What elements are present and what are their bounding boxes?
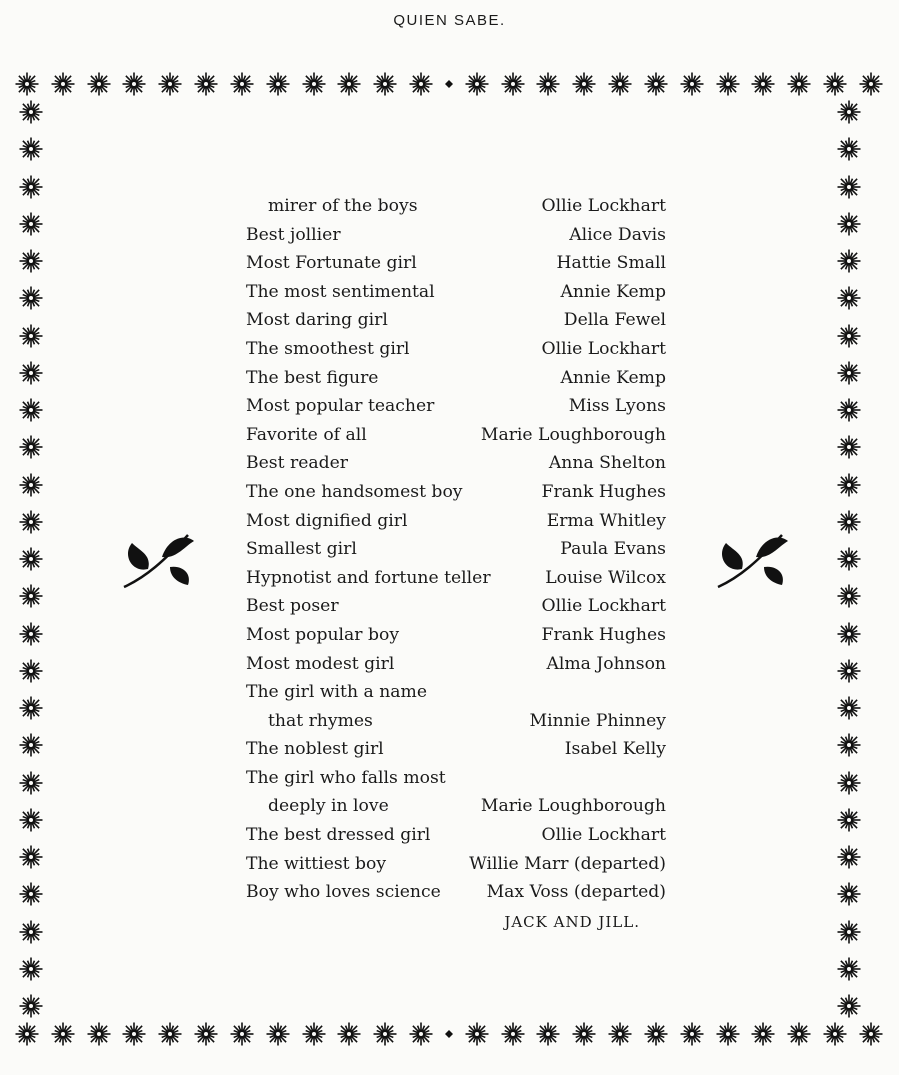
starburst-icon [751,72,775,96]
category-label: Best poser [246,596,339,617]
starburst-icon [373,1022,397,1046]
starburst-icon [837,547,861,571]
starburst-icon [608,1022,632,1046]
list-item [246,449,666,478]
starburst-icon [837,845,861,869]
winner-name: Alice Davis [569,224,666,245]
starburst-icon [51,72,75,96]
winner-name: Frank Hughes [541,624,666,645]
starburst-icon [837,398,861,422]
list-item [246,478,666,507]
starburst-icon [19,249,43,273]
starburst-icon [716,72,740,96]
category-label: The noblest girl [246,739,384,760]
starburst-icon [230,72,254,96]
category-label: Favorite of all [246,424,367,445]
winner-name: Paula Evans [560,539,666,560]
category-label: The girl who falls most [246,767,446,788]
list-item [246,392,666,421]
winner-name: Marie Loughborough [480,796,666,817]
winner-name: Miss Lyons [568,396,666,417]
category-label: Hypnotist and fortune teller [246,567,491,588]
starburst-icon [823,1022,847,1046]
starburst-icon [409,1022,433,1046]
list-item [246,764,666,793]
list-item [246,878,666,907]
starburst-icon [837,733,861,757]
winner-name: Annie Kemp [560,367,666,388]
category-label: Boy who loves science [246,882,441,903]
diamond-icon [445,80,453,88]
starburst-icon [194,1022,218,1046]
starburst-icon [19,286,43,310]
starburst-icon [608,72,632,96]
signature: JACK AND JILL. [504,912,640,931]
border-left [15,100,47,1018]
list-item [246,735,666,764]
starburst-icon [837,324,861,348]
winner-name: Ollie Lockhart [541,196,666,216]
starburst-icon [572,1022,596,1046]
winner-name: Frank Hughes [541,481,666,502]
winner-name: Louise Wilcox [545,567,666,588]
starburst-icon [158,1022,182,1046]
page-header: QUIEN SABE. [393,12,506,29]
winner-name: Anna Shelton [548,453,666,474]
starburst-icon [373,72,397,96]
starburst-icon [302,1022,326,1046]
winner-name: Erma Whitley [546,510,666,531]
superlatives-list [246,192,666,937]
diamond-icon [445,1030,453,1038]
starburst-icon [837,137,861,161]
starburst-icon [19,696,43,720]
category-label: Most dignified girl [246,510,408,531]
border-top [15,68,883,100]
winner-name: Minnie Phinney [529,710,666,731]
starburst-icon [837,808,861,832]
category-label: mirer of the boys [268,196,418,216]
category-label: Smallest girl [246,539,357,560]
starburst-icon [837,771,861,795]
starburst-icon [266,1022,290,1046]
starburst-icon [19,212,43,236]
starburst-icon [501,72,525,96]
starburst-icon [15,72,39,96]
category-label: The wittiest boy [246,853,387,874]
starburst-icon [19,510,43,534]
starburst-icon [751,1022,775,1046]
starburst-icon [837,882,861,906]
border-bottom [15,1018,883,1050]
starburst-icon [837,473,861,497]
winner-name: Marie Loughborough [480,424,666,445]
starburst-icon [837,435,861,459]
starburst-icon [644,72,668,96]
winner-name: Ollie Lockhart [541,338,666,359]
category-label: Most popular boy [246,624,400,645]
starburst-icon [194,72,218,96]
starburst-icon [837,659,861,683]
starburst-icon [122,72,146,96]
starburst-icon [19,361,43,385]
starburst-icon [859,1022,883,1046]
winner-name: Hattie Small [556,253,666,274]
list-item [246,364,666,393]
starburst-icon [87,72,111,96]
category-label: The best figure [246,367,379,388]
winner-name: Alma Johnson [546,653,666,674]
list-item [246,192,666,221]
starburst-icon [19,622,43,646]
list-item [246,278,666,307]
starburst-icon [19,957,43,981]
starburst-icon [465,1022,489,1046]
starburst-icon [337,72,361,96]
starburst-icon [837,957,861,981]
winner-name: Isabel Kelly [564,739,666,760]
category-label: The one handsomest boy [246,481,463,502]
leaf-fleuron-icon [712,525,792,595]
list-item [246,592,666,621]
starburst-icon [19,398,43,422]
list-item [246,306,666,335]
list-item [246,678,666,707]
winner-name: Ollie Lockhart [541,825,666,846]
starburst-icon [465,72,489,96]
starburst-icon [19,473,43,497]
starburst-icon [409,72,433,96]
category-label: Most modest girl [246,653,395,674]
starburst-icon [837,510,861,534]
starburst-icon [716,1022,740,1046]
list-item [246,421,666,450]
starburst-icon [302,72,326,96]
starburst-icon [787,72,811,96]
category-label: The most sentimental [246,281,435,302]
starburst-icon [19,920,43,944]
starburst-icon [837,286,861,310]
list-item [246,821,666,850]
starburst-icon [266,72,290,96]
starburst-icon [837,100,861,124]
starburst-icon [19,733,43,757]
list-item [246,792,666,821]
starburst-icon [19,808,43,832]
list-item [246,564,666,593]
border-right [833,100,865,1018]
list-item [246,507,666,536]
starburst-icon [87,1022,111,1046]
category-label: deeply in love [268,796,389,817]
starburst-icon [19,659,43,683]
starburst-icon [837,584,861,608]
list-item [246,335,666,364]
starburst-icon [787,1022,811,1046]
list-item [246,707,666,736]
starburst-icon [536,72,560,96]
category-label: The smoothest girl [246,338,410,359]
starburst-icon [122,1022,146,1046]
list-item [246,535,666,564]
leaf-fleuron-icon [118,525,198,595]
starburst-icon [859,72,883,96]
starburst-icon [158,72,182,96]
category-label: Best reader [246,453,349,474]
starburst-icon [19,100,43,124]
starburst-icon [19,435,43,459]
starburst-icon [19,994,43,1018]
starburst-icon [837,994,861,1018]
starburst-icon [15,1022,39,1046]
starburst-icon [19,324,43,348]
starburst-icon [680,1022,704,1046]
list-item [246,850,666,879]
category-label: The best dressed girl [246,825,431,846]
starburst-icon [19,175,43,199]
starburst-icon [837,249,861,273]
winner-name: Willie Marr (departed) [469,853,666,874]
starburst-icon [19,547,43,571]
starburst-icon [572,72,596,96]
starburst-icon [837,920,861,944]
starburst-icon [501,1022,525,1046]
starburst-icon [837,696,861,720]
list-item [246,621,666,650]
starburst-icon [19,845,43,869]
starburst-icon [337,1022,361,1046]
starburst-icon [680,72,704,96]
category-label: that rhymes [268,710,373,731]
starburst-icon [19,137,43,161]
starburst-icon [837,622,861,646]
list-item [246,650,666,679]
starburst-icon [823,72,847,96]
winner-name: Annie Kemp [560,281,666,302]
starburst-icon [19,882,43,906]
starburst-icon [51,1022,75,1046]
list-item [246,221,666,250]
winner-name: Max Voss (departed) [486,882,666,903]
starburst-icon [19,584,43,608]
starburst-icon [230,1022,254,1046]
category-label: Best jollier [246,224,341,245]
winner-name: Ollie Lockhart [541,596,666,617]
starburst-icon [644,1022,668,1046]
starburst-icon [19,771,43,795]
starburst-icon [837,175,861,199]
starburst-icon [837,212,861,236]
category-label: Most popular teacher [246,396,435,417]
category-label: Most daring girl [246,310,388,331]
winner-name: Della Fewel [563,310,666,331]
list-item [246,249,666,278]
category-label: Most Fortunate girl [246,253,417,274]
category-label: The girl with a name [246,682,427,703]
starburst-icon [837,361,861,385]
starburst-icon [536,1022,560,1046]
